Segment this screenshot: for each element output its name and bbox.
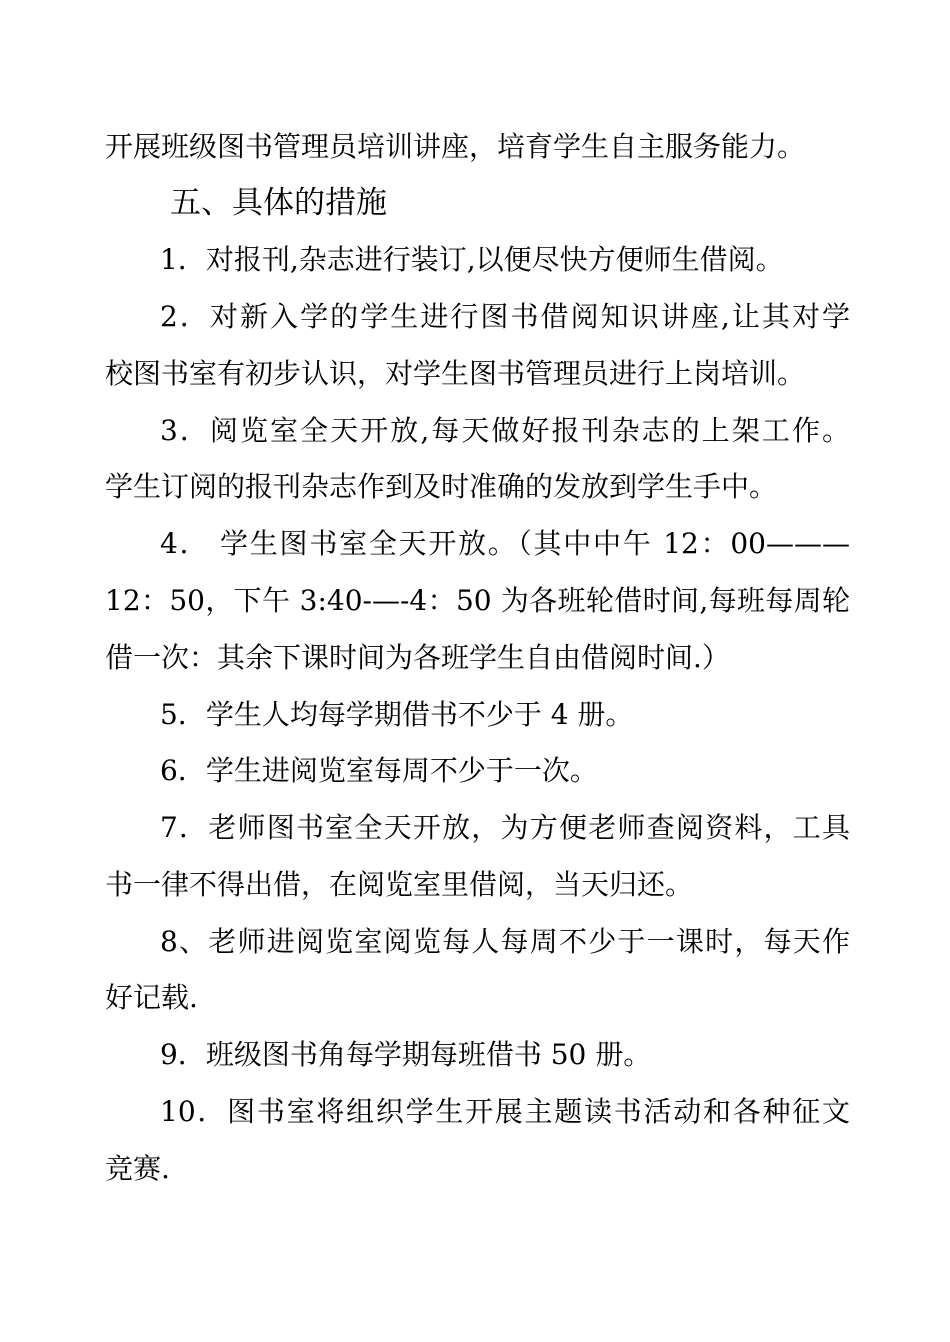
measure-item-2-line-1: 2．对新入学的学生进行图书借阅知识讲座,让其对学 <box>160 300 850 333</box>
measure-item-8-line-2: 好记载. <box>105 981 198 1014</box>
intro-paragraph-tail: 开展班级图书管理员培训讲座，培育学生自主服务能力。 <box>105 130 806 163</box>
measure-item-1: 1．对报刊,杂志进行装订,以便尽快方便师生借阅。 <box>160 243 784 276</box>
measure-item-7-line-2: 书一律不得出借，在阅览室里借阅，当天归还。 <box>105 868 694 901</box>
measure-item-9: 9．班级图书角每学期每班借书 50 册。 <box>160 1038 652 1071</box>
measure-item-4-line-3: 借一次：其余下课时间为各班学生自由借阅时间.） <box>105 641 730 674</box>
measure-item-5: 5．学生人均每学期借书不少于 4 册。 <box>160 698 634 731</box>
measure-item-10-line-2: 竞赛. <box>105 1152 170 1185</box>
measure-item-4-line-1: 4． 学生图书室全天开放。（其中中午 12：00——— <box>160 527 850 560</box>
measure-item-2-line-2: 校图书室有初步认识，对学生图书管理员进行上岗培训。 <box>105 357 806 390</box>
measure-item-6: 6．学生进阅览室每周不少于一次。 <box>160 754 598 787</box>
measure-item-10-line-1: 10．图书室将组织学生开展主题读书活动和各种征文 <box>160 1095 850 1128</box>
measure-item-4-line-2: 12：50，下午 3:40-—-4：50 为各班轮借时间,每班每周轮 <box>105 584 850 617</box>
measure-item-7-line-1: 7．老师图书室全天开放，为方便老师查阅资料，工具 <box>160 811 850 844</box>
measure-item-8-line-1: 8、老师进阅览室阅览每人每周不少于一课时，每天作 <box>160 925 850 958</box>
section-heading: 五、具体的措施 <box>170 185 387 221</box>
measure-item-3-line-1: 3．阅览室全天开放,每天做好报刊杂志的上架工作。 <box>160 414 850 447</box>
measure-item-3-line-2: 学生订阅的报刊杂志作到及时准确的发放到学生手中。 <box>105 470 778 503</box>
